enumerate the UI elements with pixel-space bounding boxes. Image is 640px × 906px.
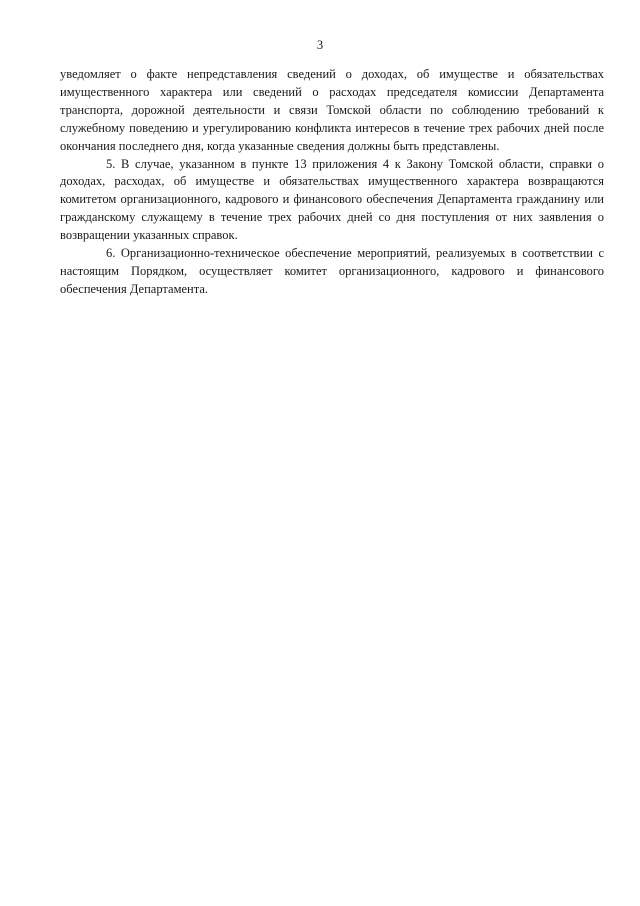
paragraph-item-6: 6. Организационно-техническое обеспечение мероприятий, реализуемых в соответствии с настоящим Порядком, осуществляет комитет организационного, кадрового и финансового обеспечения Департамента. bbox=[60, 246, 604, 296]
document-body bbox=[60, 66, 604, 299]
paragraph-continuation: уведомляет о факте непредставления сведений о доходах, об имуществе и обязательствах имущественного характера или сведений о расходах председателя комиссии Департамента транспорта, дорожной деятельности и связи Томской области по соблюдению требований к служебному поведению и урегулированию конфликта интересов в течение трех рабочих дней после окончания последнего дня, когда указанные сведения должны быть представлены. bbox=[60, 67, 604, 153]
page-number: 3 bbox=[316, 38, 324, 52]
paragraph-item-5: 5. В случае, указанном в пункте 13 приложения 4 к Закону Томской области, справки о доходах, расходах, об имуществе и обязательствах имущественного характера возвращаются комитетом организационного, кадрового и финансового обеспечения Департамента гражданину или гражданскому служащему в течение трех рабочих дней со дня поступления от них заявления о возвращении указанных справок. bbox=[60, 156, 604, 243]
